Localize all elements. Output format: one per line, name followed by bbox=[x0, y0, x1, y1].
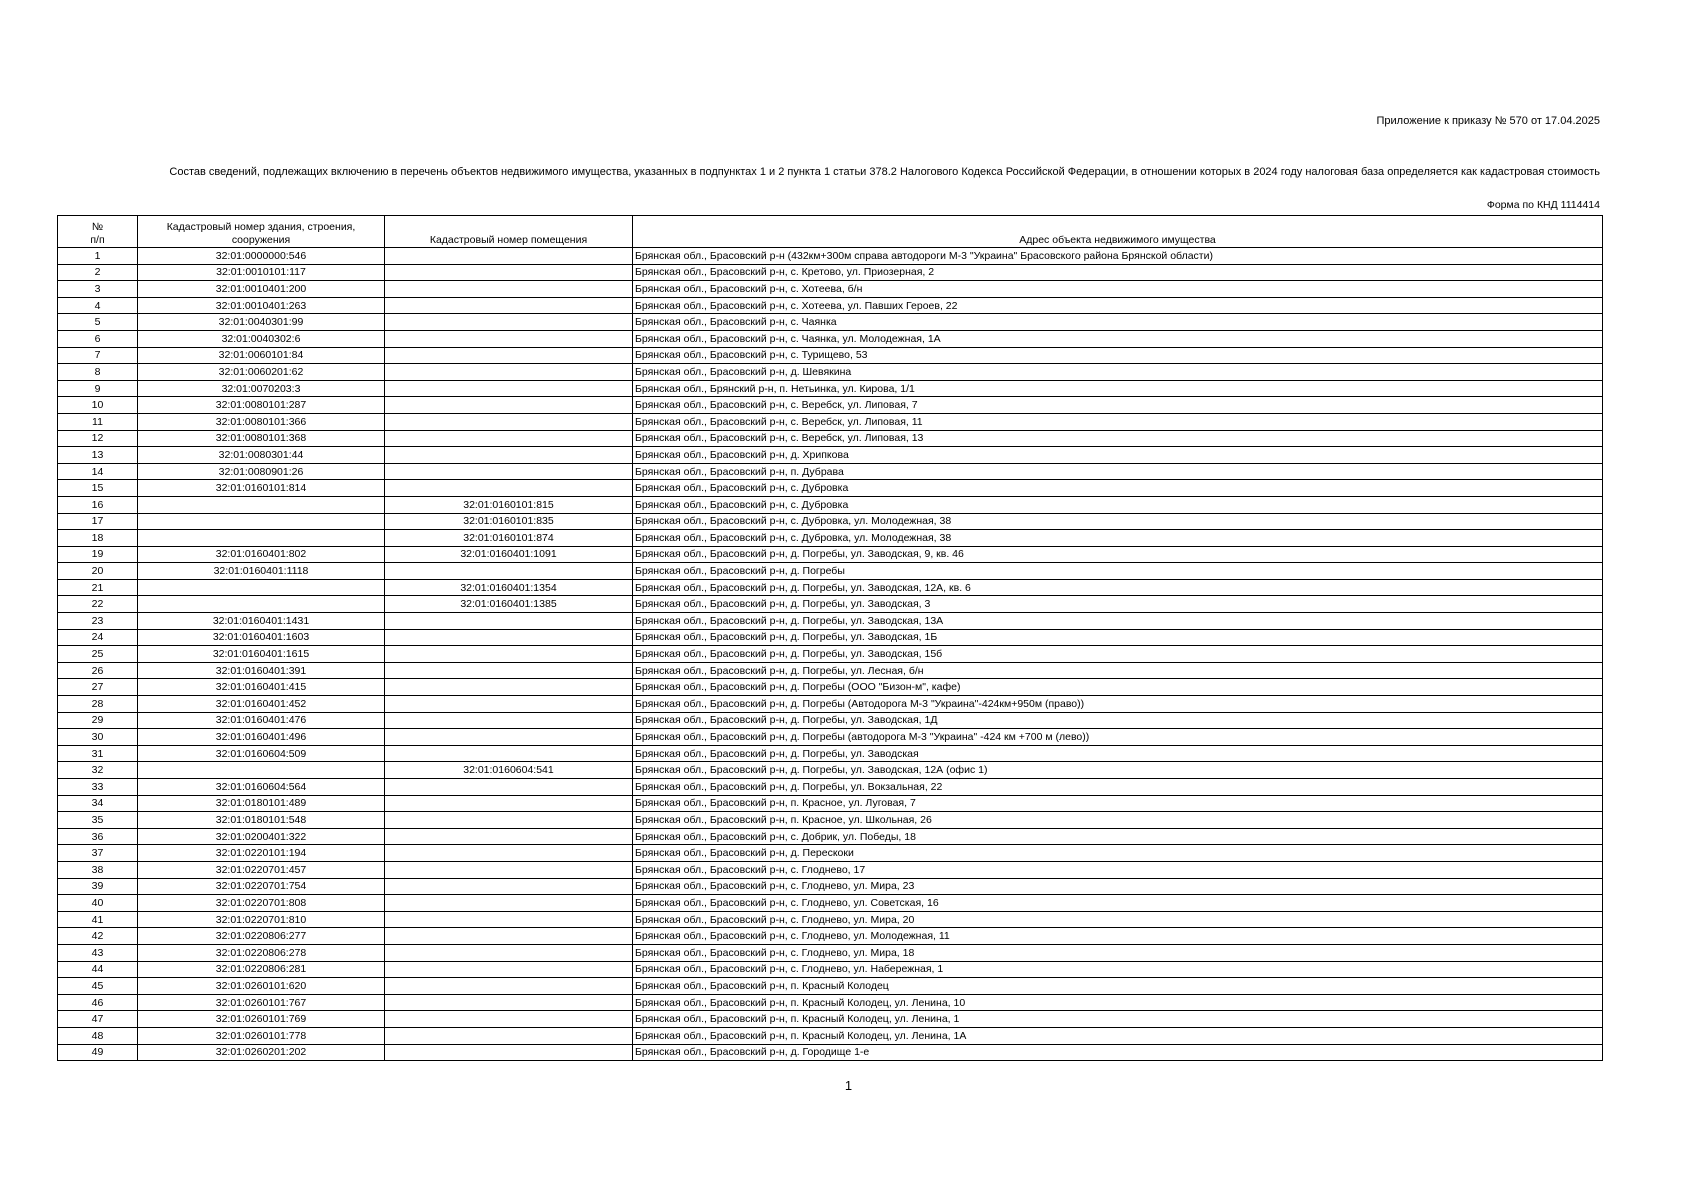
row-number: 33 bbox=[58, 779, 138, 796]
row-number: 49 bbox=[58, 1044, 138, 1061]
object-address: Брянская обл., Брасовский р-н, д. Погребы (автодорога М-3 "Украина" -424 км +700 м (лево)) bbox=[633, 729, 1603, 746]
room-cadastral-number bbox=[385, 480, 633, 497]
object-address: Брянская обл., Брасовский р-н, с. Добрик, ул. Победы, 18 bbox=[633, 828, 1603, 845]
row-number: 44 bbox=[58, 961, 138, 978]
room-cadastral-number bbox=[385, 1011, 633, 1028]
building-cadastral-number: 32:01:0080301:44 bbox=[138, 447, 385, 464]
building-cadastral-number: 32:01:0160604:509 bbox=[138, 745, 385, 762]
object-address: Брянская обл., Брасовский р-н, с. Глоднево, ул. Мира, 23 bbox=[633, 878, 1603, 895]
object-address: Брянская обл., Брасовский р-н, с. Веребск, ул. Липовая, 11 bbox=[633, 413, 1603, 430]
row-number: 2 bbox=[58, 264, 138, 281]
row-number: 48 bbox=[58, 1027, 138, 1044]
row-number: 35 bbox=[58, 812, 138, 829]
table-row bbox=[58, 861, 1603, 878]
table-row bbox=[58, 463, 1603, 480]
room-cadastral-number bbox=[385, 364, 633, 381]
table-row bbox=[58, 911, 1603, 928]
room-cadastral-number bbox=[385, 861, 633, 878]
row-number: 47 bbox=[58, 1011, 138, 1028]
object-address: Брянская обл., Брасовский р-н, д. Погребы (ООО "Бизон-м", кафе) bbox=[633, 679, 1603, 696]
building-cadastral-number: 32:01:0220806:281 bbox=[138, 961, 385, 978]
form-code: Форма по КНД 1114414 bbox=[1486, 199, 1600, 211]
object-address: Брянская обл., Брасовский р-н, д. Погребы, ул. Заводская, 3 bbox=[633, 596, 1603, 613]
row-number: 21 bbox=[58, 579, 138, 596]
table-row bbox=[58, 330, 1603, 347]
table-row bbox=[58, 679, 1603, 696]
room-cadastral-number bbox=[385, 779, 633, 796]
building-cadastral-number bbox=[138, 596, 385, 613]
room-cadastral-number bbox=[385, 828, 633, 845]
table-row bbox=[58, 745, 1603, 762]
table-row bbox=[58, 812, 1603, 829]
building-cadastral-number: 32:01:0160401:802 bbox=[138, 546, 385, 563]
room-cadastral-number: 32:01:0160401:1354 bbox=[385, 579, 633, 596]
object-address: Брянская обл., Брасовский р-н, д. Погребы, ул. Заводская, 9, кв. 46 bbox=[633, 546, 1603, 563]
row-number: 36 bbox=[58, 828, 138, 845]
table-header-row bbox=[58, 216, 1603, 248]
building-cadastral-number: 32:01:0160401:1615 bbox=[138, 646, 385, 663]
building-cadastral-number: 32:01:0160401:1603 bbox=[138, 629, 385, 646]
object-address: Брянская обл., Брасовский р-н, с. Турищево, 53 bbox=[633, 347, 1603, 364]
object-address: Брянская обл., Брасовский р-н, п. Красный Колодец bbox=[633, 978, 1603, 995]
building-cadastral-number: 32:01:0080101:366 bbox=[138, 413, 385, 430]
object-address: Брянская обл., Брасовский р-н, д. Погребы bbox=[633, 563, 1603, 580]
table-row bbox=[58, 579, 1603, 596]
room-cadastral-number bbox=[385, 944, 633, 961]
row-number: 26 bbox=[58, 662, 138, 679]
building-cadastral-number: 32:01:0160604:564 bbox=[138, 779, 385, 796]
building-cadastral-number: 32:01:0260101:767 bbox=[138, 994, 385, 1011]
table-row bbox=[58, 978, 1603, 995]
property-register-table bbox=[57, 215, 1603, 1061]
room-cadastral-number bbox=[385, 911, 633, 928]
room-cadastral-number bbox=[385, 347, 633, 364]
table-row bbox=[58, 696, 1603, 713]
row-number: 46 bbox=[58, 994, 138, 1011]
row-number: 38 bbox=[58, 861, 138, 878]
room-cadastral-number bbox=[385, 281, 633, 298]
row-number: 19 bbox=[58, 546, 138, 563]
room-cadastral-number bbox=[385, 978, 633, 995]
document-title: Состав сведений, подлежащих включению в перечень объектов недвижимого имущества, указанных в подпунктах 1 и 2 пункта 1 статьи 378.2 Налогового Кодекса Российской Федерации, в отношении которых в 2024 году налоговая база определяется как кадастровая стоимость bbox=[169, 166, 1600, 178]
building-cadastral-number: 32:01:0010401:200 bbox=[138, 281, 385, 298]
row-number: 18 bbox=[58, 530, 138, 547]
building-cadastral-number: 32:01:0160401:496 bbox=[138, 729, 385, 746]
table-row bbox=[58, 413, 1603, 430]
room-cadastral-number bbox=[385, 745, 633, 762]
room-cadastral-number bbox=[385, 961, 633, 978]
object-address: Брянская обл., Брасовский р-н, д. Погребы, ул. Заводская, 12А, кв. 6 bbox=[633, 579, 1603, 596]
table-row bbox=[58, 712, 1603, 729]
row-number: 22 bbox=[58, 596, 138, 613]
building-cadastral-number: 32:01:0040302:6 bbox=[138, 330, 385, 347]
row-number: 3 bbox=[58, 281, 138, 298]
object-address: Брянская обл., Брасовский р-н, д. Погребы, ул. Заводская, 15б bbox=[633, 646, 1603, 663]
row-number: 29 bbox=[58, 712, 138, 729]
building-cadastral-number: 32:01:0180101:489 bbox=[138, 795, 385, 812]
building-cadastral-number: 32:01:0160101:814 bbox=[138, 480, 385, 497]
building-cadastral-number: 32:01:0060201:62 bbox=[138, 364, 385, 381]
object-address: Брянская обл., Брасовский р-н, д. Погребы, ул. Заводская, 13А bbox=[633, 613, 1603, 630]
row-number: 23 bbox=[58, 613, 138, 630]
object-address: Брянская обл., Брасовский р-н, д. Погребы (Автодорога М-3 "Украина"-424км+950м (право)) bbox=[633, 696, 1603, 713]
table-row bbox=[58, 480, 1603, 497]
row-number: 24 bbox=[58, 629, 138, 646]
object-address: Брянская обл., Брасовский р-н, с. Дубровка bbox=[633, 480, 1603, 497]
room-cadastral-number bbox=[385, 662, 633, 679]
room-cadastral-number bbox=[385, 1044, 633, 1061]
building-cadastral-number bbox=[138, 513, 385, 530]
building-cadastral-number: 32:01:0260101:620 bbox=[138, 978, 385, 995]
table-row bbox=[58, 613, 1603, 630]
room-cadastral-number bbox=[385, 795, 633, 812]
table-row bbox=[58, 646, 1603, 663]
building-cadastral-number: 32:01:0260101:769 bbox=[138, 1011, 385, 1028]
building-cadastral-number: 32:01:0070203:3 bbox=[138, 380, 385, 397]
row-number: 39 bbox=[58, 878, 138, 895]
room-cadastral-number bbox=[385, 330, 633, 347]
building-cadastral-number: 32:01:0160401:476 bbox=[138, 712, 385, 729]
row-number: 20 bbox=[58, 563, 138, 580]
column-header-number: № п/п bbox=[58, 216, 138, 248]
table-row bbox=[58, 795, 1603, 812]
row-number: 27 bbox=[58, 679, 138, 696]
row-number: 37 bbox=[58, 845, 138, 862]
object-address: Брянская обл., Брасовский р-н, п. Красный Колодец, ул. Ленина, 1А bbox=[633, 1027, 1603, 1044]
object-address: Брянская обл., Брасовский р-н, д. Городище 1-е bbox=[633, 1044, 1603, 1061]
row-number: 17 bbox=[58, 513, 138, 530]
building-cadastral-number: 32:01:0200401:322 bbox=[138, 828, 385, 845]
object-address: Брянская обл., Брасовский р-н, с. Веребск, ул. Липовая, 7 bbox=[633, 397, 1603, 414]
table-row bbox=[58, 729, 1603, 746]
building-cadastral-number: 32:01:0160401:391 bbox=[138, 662, 385, 679]
row-number: 34 bbox=[58, 795, 138, 812]
object-address: Брянская обл., Брасовский р-н, с. Хотеева, б/н bbox=[633, 281, 1603, 298]
table-row bbox=[58, 828, 1603, 845]
room-cadastral-number bbox=[385, 845, 633, 862]
room-cadastral-number bbox=[385, 812, 633, 829]
table-row bbox=[58, 297, 1603, 314]
table-row bbox=[58, 430, 1603, 447]
room-cadastral-number: 32:01:0160401:1091 bbox=[385, 546, 633, 563]
building-cadastral-number: 32:01:0010101:117 bbox=[138, 264, 385, 281]
room-cadastral-number bbox=[385, 646, 633, 663]
object-address: Брянская обл., Брасовский р-н, с. Глоднево, ул. Набережная, 1 bbox=[633, 961, 1603, 978]
row-number: 13 bbox=[58, 447, 138, 464]
row-number: 11 bbox=[58, 413, 138, 430]
row-number: 42 bbox=[58, 928, 138, 945]
room-cadastral-number bbox=[385, 463, 633, 480]
building-cadastral-number: 32:01:0260101:778 bbox=[138, 1027, 385, 1044]
room-cadastral-number bbox=[385, 397, 633, 414]
row-number: 32 bbox=[58, 762, 138, 779]
building-cadastral-number: 32:01:0000000:546 bbox=[138, 248, 385, 265]
room-cadastral-number bbox=[385, 696, 633, 713]
room-cadastral-number: 32:01:0160101:815 bbox=[385, 496, 633, 513]
object-address: Брянская обл., Брасовский р-н, с. Чаянка, ул. Молодежная, 1А bbox=[633, 330, 1603, 347]
room-cadastral-number bbox=[385, 712, 633, 729]
object-address: Брянская обл., Брасовский р-н, с. Дубровка bbox=[633, 496, 1603, 513]
room-cadastral-number bbox=[385, 314, 633, 331]
room-cadastral-number: 32:01:0160101:835 bbox=[385, 513, 633, 530]
row-number: 1 bbox=[58, 248, 138, 265]
table-row bbox=[58, 779, 1603, 796]
row-number: 5 bbox=[58, 314, 138, 331]
table-row bbox=[58, 364, 1603, 381]
building-cadastral-number bbox=[138, 496, 385, 513]
table-row bbox=[58, 397, 1603, 414]
table-row bbox=[58, 530, 1603, 547]
row-number: 12 bbox=[58, 430, 138, 447]
table-row bbox=[58, 380, 1603, 397]
table-row bbox=[58, 961, 1603, 978]
building-cadastral-number bbox=[138, 579, 385, 596]
room-cadastral-number bbox=[385, 928, 633, 945]
table-row bbox=[58, 1044, 1603, 1061]
object-address: Брянская обл., Брасовский р-н, с. Чаянка bbox=[633, 314, 1603, 331]
room-cadastral-number bbox=[385, 1027, 633, 1044]
building-cadastral-number: 32:01:0010401:263 bbox=[138, 297, 385, 314]
object-address: Брянская обл., Брасовский р-н, п. Красное, ул. Школьная, 26 bbox=[633, 812, 1603, 829]
building-cadastral-number: 32:01:0180101:548 bbox=[138, 812, 385, 829]
row-number: 40 bbox=[58, 895, 138, 912]
room-cadastral-number bbox=[385, 878, 633, 895]
room-cadastral-number bbox=[385, 629, 633, 646]
object-address: Брянская обл., Брасовский р-н, д. Шевякина bbox=[633, 364, 1603, 381]
building-cadastral-number: 32:01:0040301:99 bbox=[138, 314, 385, 331]
room-cadastral-number: 32:01:0160604:541 bbox=[385, 762, 633, 779]
building-cadastral-number: 32:01:0220101:194 bbox=[138, 845, 385, 862]
room-cadastral-number bbox=[385, 248, 633, 265]
room-cadastral-number bbox=[385, 380, 633, 397]
building-cadastral-number bbox=[138, 762, 385, 779]
object-address: Брянская обл., Брасовский р-н, д. Перескоки bbox=[633, 845, 1603, 862]
object-address: Брянская обл., Брасовский р-н, д. Погребы, ул. Заводская, 1Д bbox=[633, 712, 1603, 729]
object-address: Брянская обл., Брасовский р-н, с. Глоднево, 17 bbox=[633, 861, 1603, 878]
object-address: Брянская обл., Брасовский р-н, с. Дубровка, ул. Молодежная, 38 bbox=[633, 530, 1603, 547]
row-number: 45 bbox=[58, 978, 138, 995]
object-address: Брянская обл., Брасовский р-н, с. Веребск, ул. Липовая, 13 bbox=[633, 430, 1603, 447]
building-cadastral-number bbox=[138, 530, 385, 547]
building-cadastral-number: 32:01:0080101:368 bbox=[138, 430, 385, 447]
room-cadastral-number bbox=[385, 297, 633, 314]
table-row bbox=[58, 662, 1603, 679]
row-number: 10 bbox=[58, 397, 138, 414]
room-cadastral-number: 32:01:0160101:874 bbox=[385, 530, 633, 547]
room-cadastral-number bbox=[385, 563, 633, 580]
row-number: 43 bbox=[58, 944, 138, 961]
object-address: Брянская обл., Брасовский р-н, с. Кретово, ул. Приозерная, 2 bbox=[633, 264, 1603, 281]
object-address: Брянская обл., Брасовский р-н (432км+300м справа автодороги М-3 "Украина" Брасовского района Брянской области) bbox=[633, 248, 1603, 265]
room-cadastral-number bbox=[385, 264, 633, 281]
object-address: Брянская обл., Брянский р-н, п. Нетьинка, ул. Кирова, 1/1 bbox=[633, 380, 1603, 397]
building-cadastral-number: 32:01:0220806:278 bbox=[138, 944, 385, 961]
row-number: 14 bbox=[58, 463, 138, 480]
row-number: 8 bbox=[58, 364, 138, 381]
object-address: Брянская обл., Брасовский р-н, с. Глоднево, ул. Советская, 16 bbox=[633, 895, 1603, 912]
room-cadastral-number bbox=[385, 413, 633, 430]
table-row bbox=[58, 596, 1603, 613]
row-number: 9 bbox=[58, 380, 138, 397]
table-row bbox=[58, 447, 1603, 464]
room-cadastral-number bbox=[385, 430, 633, 447]
object-address: Брянская обл., Брасовский р-н, д. Погребы, ул. Заводская bbox=[633, 745, 1603, 762]
appendix-reference: Приложение к приказу № 570 от 17.04.2025 bbox=[1376, 115, 1600, 127]
building-cadastral-number: 32:01:0220701:808 bbox=[138, 895, 385, 912]
room-cadastral-number bbox=[385, 679, 633, 696]
building-cadastral-number: 32:01:0220701:754 bbox=[138, 878, 385, 895]
table-row bbox=[58, 878, 1603, 895]
room-cadastral-number bbox=[385, 729, 633, 746]
row-number: 31 bbox=[58, 745, 138, 762]
table-row bbox=[58, 281, 1603, 298]
object-address: Брянская обл., Брасовский р-н, с. Глоднево, ул. Молодежная, 11 bbox=[633, 928, 1603, 945]
object-address: Брянская обл., Брасовский р-н, д. Погребы, ул. Лесная, б/н bbox=[633, 662, 1603, 679]
object-address: Брянская обл., Брасовский р-н, с. Глоднево, ул. Мира, 20 bbox=[633, 911, 1603, 928]
object-address: Брянская обл., Брасовский р-н, д. Погребы, ул. Вокзальная, 22 bbox=[633, 779, 1603, 796]
building-cadastral-number: 32:01:0160401:1431 bbox=[138, 613, 385, 630]
table-row bbox=[58, 944, 1603, 961]
column-header-building-cadastral: Кадастровый номер здания, строения, сооружения bbox=[138, 216, 385, 248]
row-number: 25 bbox=[58, 646, 138, 663]
table-row bbox=[58, 928, 1603, 945]
room-cadastral-number: 32:01:0160401:1385 bbox=[385, 596, 633, 613]
building-cadastral-number: 32:01:0220806:277 bbox=[138, 928, 385, 945]
room-cadastral-number bbox=[385, 447, 633, 464]
building-cadastral-number: 32:01:0160401:1118 bbox=[138, 563, 385, 580]
table-row bbox=[58, 248, 1603, 265]
building-cadastral-number: 32:01:0260201:202 bbox=[138, 1044, 385, 1061]
table-row bbox=[58, 1011, 1603, 1028]
table-row bbox=[58, 513, 1603, 530]
table-row bbox=[58, 895, 1603, 912]
table-row bbox=[58, 845, 1603, 862]
row-number: 16 bbox=[58, 496, 138, 513]
page-number: 1 bbox=[844, 1078, 853, 1093]
row-number: 28 bbox=[58, 696, 138, 713]
object-address: Брянская обл., Брасовский р-н, д. Хрипкова bbox=[633, 447, 1603, 464]
row-number: 7 bbox=[58, 347, 138, 364]
object-address: Брянская обл., Брасовский р-н, с. Дубровка, ул. Молодежная, 38 bbox=[633, 513, 1603, 530]
table-row bbox=[58, 1027, 1603, 1044]
row-number: 41 bbox=[58, 911, 138, 928]
object-address: Брянская обл., Брасовский р-н, п. Дубрава bbox=[633, 463, 1603, 480]
object-address: Брянская обл., Брасовский р-н, д. Погребы, ул. Заводская, 12А (офис 1) bbox=[633, 762, 1603, 779]
object-address: Брянская обл., Брасовский р-н, д. Погребы, ул. Заводская, 1Б bbox=[633, 629, 1603, 646]
object-address: Брянская обл., Брасовский р-н, п. Красное, ул. Луговая, 7 bbox=[633, 795, 1603, 812]
table-row bbox=[58, 314, 1603, 331]
row-number: 30 bbox=[58, 729, 138, 746]
table-row bbox=[58, 264, 1603, 281]
table-body bbox=[58, 248, 1603, 1061]
room-cadastral-number bbox=[385, 895, 633, 912]
object-address: Брянская обл., Брасовский р-н, п. Красный Колодец, ул. Ленина, 10 bbox=[633, 994, 1603, 1011]
column-header-address: Адрес объекта недвижимого имущества bbox=[633, 216, 1603, 248]
table-row bbox=[58, 496, 1603, 513]
building-cadastral-number: 32:01:0080901:26 bbox=[138, 463, 385, 480]
building-cadastral-number: 32:01:0160401:452 bbox=[138, 696, 385, 713]
table-row bbox=[58, 994, 1603, 1011]
room-cadastral-number bbox=[385, 994, 633, 1011]
table-row bbox=[58, 563, 1603, 580]
building-cadastral-number: 32:01:0060101:84 bbox=[138, 347, 385, 364]
object-address: Брянская обл., Брасовский р-н, с. Хотеева, ул. Павших Героев, 22 bbox=[633, 297, 1603, 314]
column-header-room-cadastral: Кадастровый номер помещения bbox=[385, 216, 633, 248]
table-row bbox=[58, 347, 1603, 364]
row-number: 15 bbox=[58, 480, 138, 497]
object-address: Брянская обл., Брасовский р-н, с. Глоднево, ул. Мира, 18 bbox=[633, 944, 1603, 961]
building-cadastral-number: 32:01:0160401:415 bbox=[138, 679, 385, 696]
table-row bbox=[58, 762, 1603, 779]
building-cadastral-number: 32:01:0220701:457 bbox=[138, 861, 385, 878]
room-cadastral-number bbox=[385, 613, 633, 630]
table-row bbox=[58, 629, 1603, 646]
row-number: 4 bbox=[58, 297, 138, 314]
table-row bbox=[58, 546, 1603, 563]
building-cadastral-number: 32:01:0080101:287 bbox=[138, 397, 385, 414]
building-cadastral-number: 32:01:0220701:810 bbox=[138, 911, 385, 928]
object-address: Брянская обл., Брасовский р-н, п. Красный Колодец, ул. Ленина, 1 bbox=[633, 1011, 1603, 1028]
row-number: 6 bbox=[58, 330, 138, 347]
